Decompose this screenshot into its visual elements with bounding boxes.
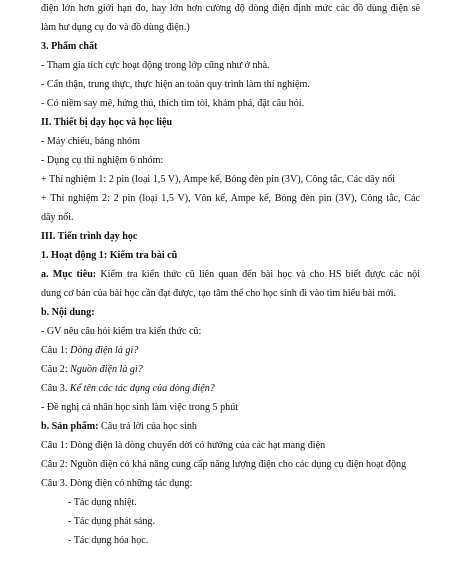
question-text: Dòng điện là gì? (70, 345, 139, 356)
text-line: + Thí nghiệm 2: 2 pin (loại 1,5 V), Vôn kế, Ampe kế, Bóng đèn pin (3V), Công tắc, Các (41, 193, 420, 204)
text-line (41, 382, 420, 395)
text-line: - Máy chiếu, bảng nhóm (41, 136, 140, 147)
text-line: Câu 3. Dòng điện có những tác dụng: (41, 478, 193, 489)
text-line: Câu 1: Dòng điện là dòng chuyển dời có hướng của các hạt mang điện (41, 440, 326, 451)
text-line (41, 363, 420, 376)
question-label: Câu 1: (41, 345, 71, 356)
text-line: dung cơ bản của bài học cần đạt được, tạo tâm thế cho học sinh đi vào tìm hiểu bài mới. (41, 288, 397, 299)
section-heading: 3. Phẩm chất (41, 41, 98, 52)
text-line (41, 268, 420, 281)
section-heading: 1. Hoạt động 1: Kiểm tra bài cũ (41, 250, 178, 261)
section-heading: III. Tiến trình dạy học (41, 231, 138, 242)
label-bold: a. Mục tiêu: (41, 269, 97, 280)
text-line: - GV nêu câu hỏi kiểm tra kiến thức cũ: (41, 326, 202, 337)
text-run: Câu trả lời của học sinh (98, 421, 197, 432)
text-line: Câu 2: Nguồn điện có khả năng cung cấp năng lượng điện cho các dụng cụ điện hoạt động (41, 459, 407, 470)
text-line: - Có niềm say mê, hứng thú, thích tìm tòi, khám phá, đặt câu hỏi. (41, 98, 305, 109)
label-bold: b. Sản phẩm: (41, 421, 99, 432)
question-text: Kể tên các tác dụng của dòng điện? (69, 383, 215, 394)
text-line (41, 420, 420, 433)
list-item: - Tác dụng nhiệt. (68, 497, 137, 508)
text-line: dây nối. (41, 212, 74, 223)
text-line: - Cẩn thận, trung thực, thực hiện an toàn quy trình làm thí nghiệm. (41, 79, 310, 90)
text-line: - Tham gia tích cực hoạt động trong lớp cũng như ở nhà. (41, 60, 270, 71)
question-text: Nguồn điện là gì? (70, 364, 143, 375)
list-item: - Tác dụng phát sáng. (68, 516, 155, 527)
list-item: - Tác dụng hóa học. (68, 535, 149, 546)
text-line: + Thí nghiệm 1: 2 pin (loại 1,5 V), Ampe kế, Bóng đèn pin (3V), Công tắc, Các dây nối (41, 174, 396, 185)
question-label: Câu 2: (41, 364, 71, 375)
text-line: điện lớn hơn giới hạn đo, hay lớn hơn cường độ dòng điện định mức các đồ dùng điện sẽ (41, 3, 420, 14)
text-line: - Dụng cụ thí nghiệm 6 nhóm: (41, 155, 164, 166)
text-line: làm hư dụng cụ đo và đồ dùng điện.) (41, 22, 190, 33)
section-heading: II. Thiết bị dạy học và học liệu (41, 117, 173, 128)
section-heading: b. Nội dung: (41, 307, 95, 318)
question-label: Câu 3. (41, 383, 70, 394)
text-run: Kiểm tra kiến thức cũ liên quan đến bài học và cho HS biết được các nội (96, 269, 420, 280)
text-line (41, 344, 420, 357)
text-line: - Đề nghị cá nhân học sinh làm việc trong 5 phút (41, 402, 239, 413)
